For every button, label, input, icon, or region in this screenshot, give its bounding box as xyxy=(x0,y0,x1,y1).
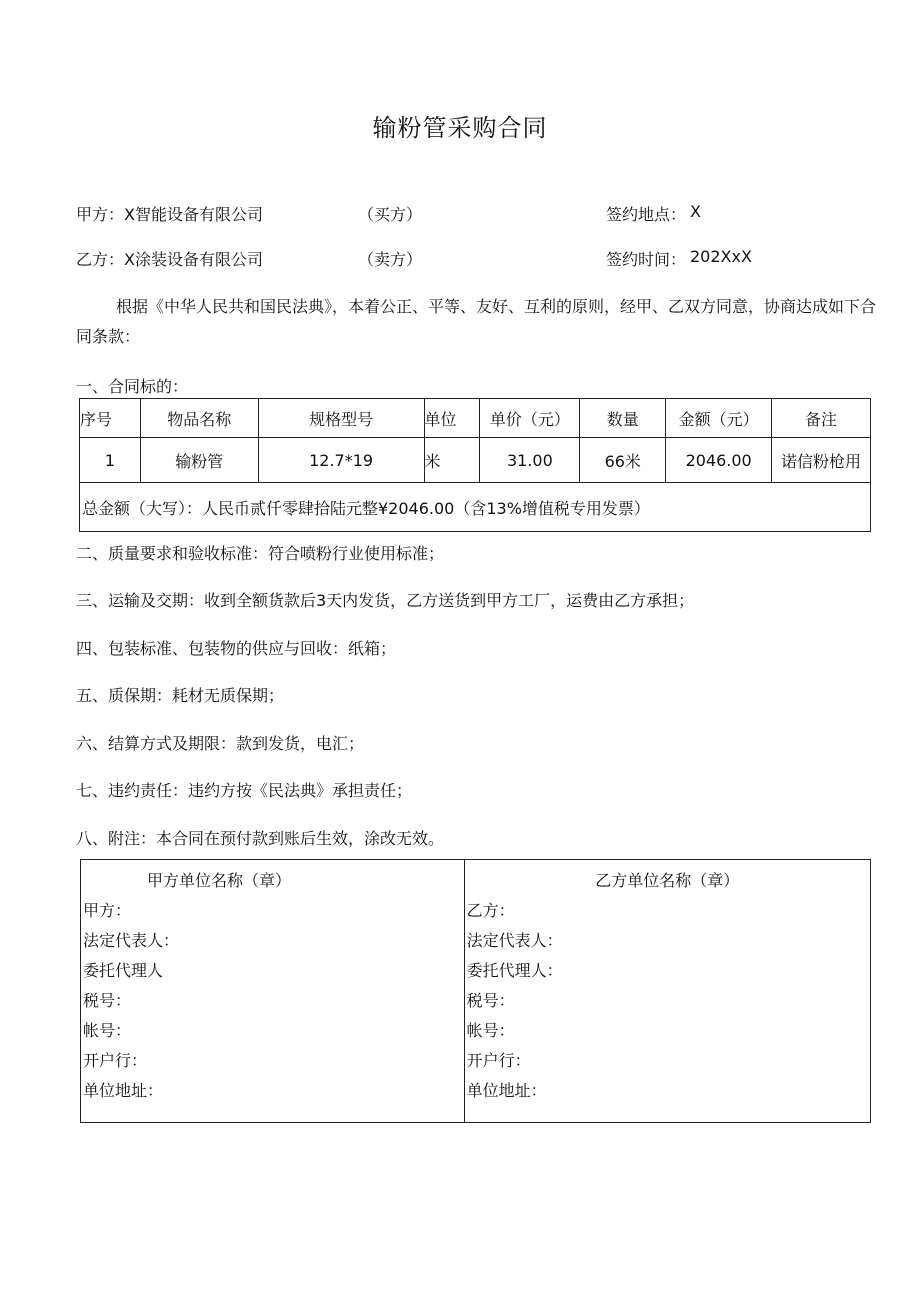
party-b-field: 委托代理人： xyxy=(466,961,563,980)
party-a-role: （买方） xyxy=(358,205,423,224)
clause-warranty: 五、质保期：耗材无质保期； xyxy=(76,686,285,705)
party-b-field: 税号： xyxy=(466,991,515,1010)
party-a-name: X智能设备有限公司 xyxy=(124,205,263,224)
sign-time-label: 签约时间： xyxy=(606,250,687,269)
sign-place-value: X xyxy=(690,202,701,221)
party-a-field: 单位地址： xyxy=(83,1081,164,1100)
intro-paragraph: 根据《中华人民共和国民法典》，本着公正、平等、友好、互利的原则，经甲、乙双方同意，协商达成如下合同条款： xyxy=(76,297,877,346)
total-amount: 总金额（大写）：人民币贰仟零肆拾陆元整¥2046.00（含13%增值税专用发票） xyxy=(80,483,871,532)
party-a-field: 税号： xyxy=(83,991,132,1010)
clause-packaging: 四、包装标准、包装物的供应与回收：纸箱； xyxy=(76,639,397,658)
party-b-field: 开户行： xyxy=(466,1051,531,1070)
party-b-field: 单位地址： xyxy=(466,1081,547,1100)
clause-notes: 八、附注：本合同在预付款到账后生效，涂改无效。 xyxy=(76,829,445,848)
table-header-row xyxy=(80,399,871,438)
party-b-field: 法定代表人： xyxy=(466,931,563,950)
clause-payment: 六、结算方式及期限：款到发货，电汇； xyxy=(76,734,365,753)
header-cell: 数量 xyxy=(580,399,666,438)
clause-liability: 七、违约责任：违约方按《民法典》承担责任； xyxy=(76,781,413,800)
party-b-name: X涂装设备有限公司 xyxy=(124,250,263,269)
section-1-title: 一、合同标的： xyxy=(76,377,189,396)
sign-place-label: 签约地点： xyxy=(606,205,687,224)
header-cell: 备注 xyxy=(772,399,871,438)
party-b-seal-title: 乙方单位名称（章） xyxy=(595,871,740,890)
header-cell: 规格型号 xyxy=(258,399,424,438)
table-cell: 输粉管 xyxy=(140,438,258,483)
signature-table xyxy=(80,859,871,1123)
header-cell: 金额（元） xyxy=(666,399,772,438)
table-cell: 2046.00 xyxy=(666,438,772,483)
party-a-signature-block xyxy=(81,860,465,1123)
clause-quality: 二、质量要求和验收标准：符合喷粉行业使用标准； xyxy=(76,544,445,563)
header-cell: 单位 xyxy=(424,399,480,438)
header-cell: 物品名称 xyxy=(140,399,258,438)
table-cell: 66米 xyxy=(580,438,666,483)
document-title: 输粉管采购合同 xyxy=(372,114,548,142)
table-cell: 31.00 xyxy=(480,438,580,483)
party-b-role: （卖方） xyxy=(358,250,423,269)
party-b-field: 帐号： xyxy=(466,1021,515,1040)
party-a-label: 甲方： xyxy=(76,205,125,224)
party-b-signature-block xyxy=(464,860,870,1123)
clause-delivery: 三、运输及交期：收到全额货款后3天内发货，乙方送货到甲方工厂，运费由乙方承担； xyxy=(76,591,695,610)
party-a-seal-title: 甲方单位名称（章） xyxy=(147,871,292,890)
sign-time-value: 202XxX xyxy=(690,247,752,266)
table-row xyxy=(80,438,871,483)
party-a-field: 法定代表人： xyxy=(83,931,180,950)
table-cell: 米 xyxy=(424,438,480,483)
table-cell: 诺信粉枪用 xyxy=(772,438,871,483)
items-table xyxy=(79,398,871,532)
party-b-label: 乙方： xyxy=(76,250,125,269)
party-a-field: 委托代理人 xyxy=(83,961,164,980)
header-cell: 序号 xyxy=(80,399,141,438)
header-cell: 单价（元） xyxy=(480,399,580,438)
party-a-field: 帐号： xyxy=(83,1021,132,1040)
table-cell: 12.7*19 xyxy=(258,438,424,483)
party-a-field: 甲方： xyxy=(83,901,132,920)
party-b-field: 乙方： xyxy=(466,901,515,920)
table-total-row xyxy=(80,483,871,532)
party-a-field: 开户行： xyxy=(83,1051,148,1070)
table-cell: 1 xyxy=(80,438,141,483)
